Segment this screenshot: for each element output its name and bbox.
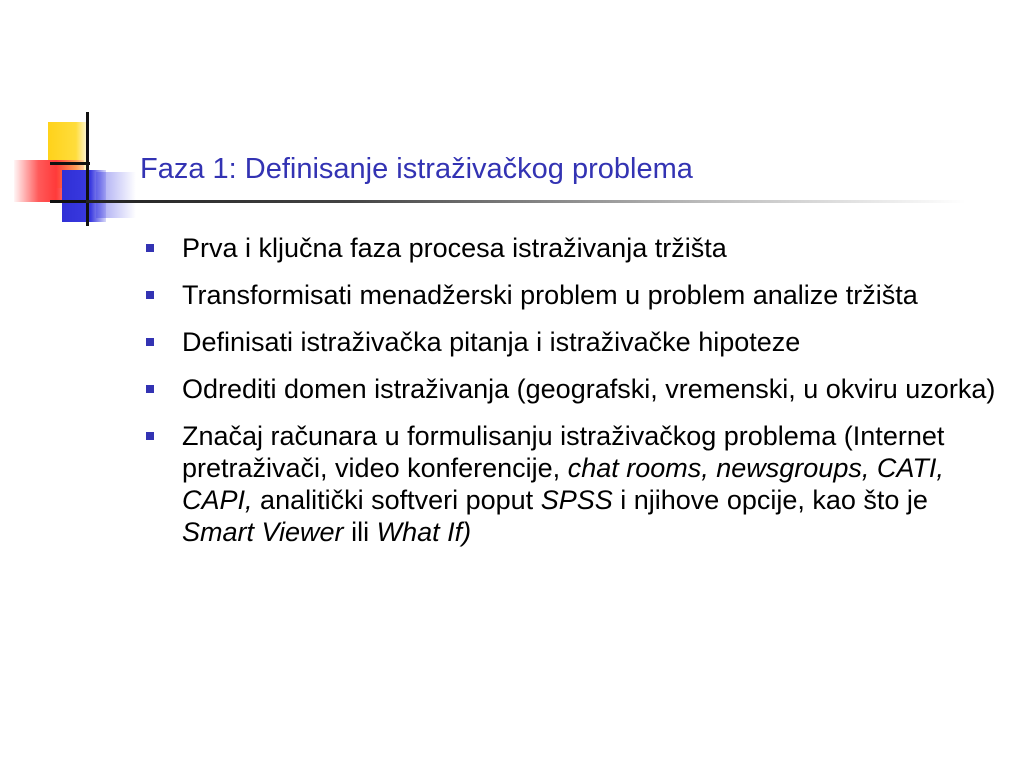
deco-vertical-line (86, 112, 89, 226)
bullet-text-segment: Značaj računara u formulisanju istraživačkog problema (Internet pretraživači, video konferencije, (182, 421, 945, 483)
bullet-text-italic: SPSS (540, 485, 613, 515)
bullet-text-segment: analitički softveri poput (260, 485, 534, 515)
bullet-text: Prva i ključna faza procesa istraživanja tržišta (182, 233, 727, 263)
bullet-text: Transformisati menadžerski problem u problem analize tržišta (182, 280, 918, 310)
square-bullet-icon (146, 244, 154, 252)
bullet-list (146, 232, 1006, 563)
bullet-item (146, 279, 1006, 311)
square-bullet-icon (146, 385, 154, 393)
bullet-text-italic: Smart Viewer (182, 517, 344, 547)
corner-decoration (0, 0, 160, 240)
deco-blue-fade (96, 172, 136, 218)
square-bullet-icon (146, 338, 154, 346)
bullet-text-italic: What If) (376, 517, 472, 547)
bullet-text-segment: i njihove opcije, kao što je (620, 485, 928, 515)
slide-title: Faza 1: Definisanje istraživačkog problema (140, 153, 693, 185)
bullet-text-segment: ili (351, 517, 370, 547)
bullet-text-italic: chat rooms, newsgroups, CATI, CAPI, (182, 453, 944, 515)
deco-horizontal-line (50, 162, 90, 165)
bullet-item (146, 373, 1006, 405)
bullet-text: Odrediti domen istraživanja (geografski, vremenski, u okviru uzorka) (182, 374, 996, 404)
square-bullet-icon (146, 432, 154, 440)
bullet-text: Definisati istraživačka pitanja i istraživačke hipoteze (182, 327, 801, 357)
deco-horizontal-line (50, 200, 90, 203)
bullet-item (146, 232, 1006, 264)
title-underline (86, 200, 966, 203)
bullet-item (146, 326, 1006, 358)
bullet-item (146, 420, 1006, 548)
square-bullet-icon (146, 291, 154, 299)
